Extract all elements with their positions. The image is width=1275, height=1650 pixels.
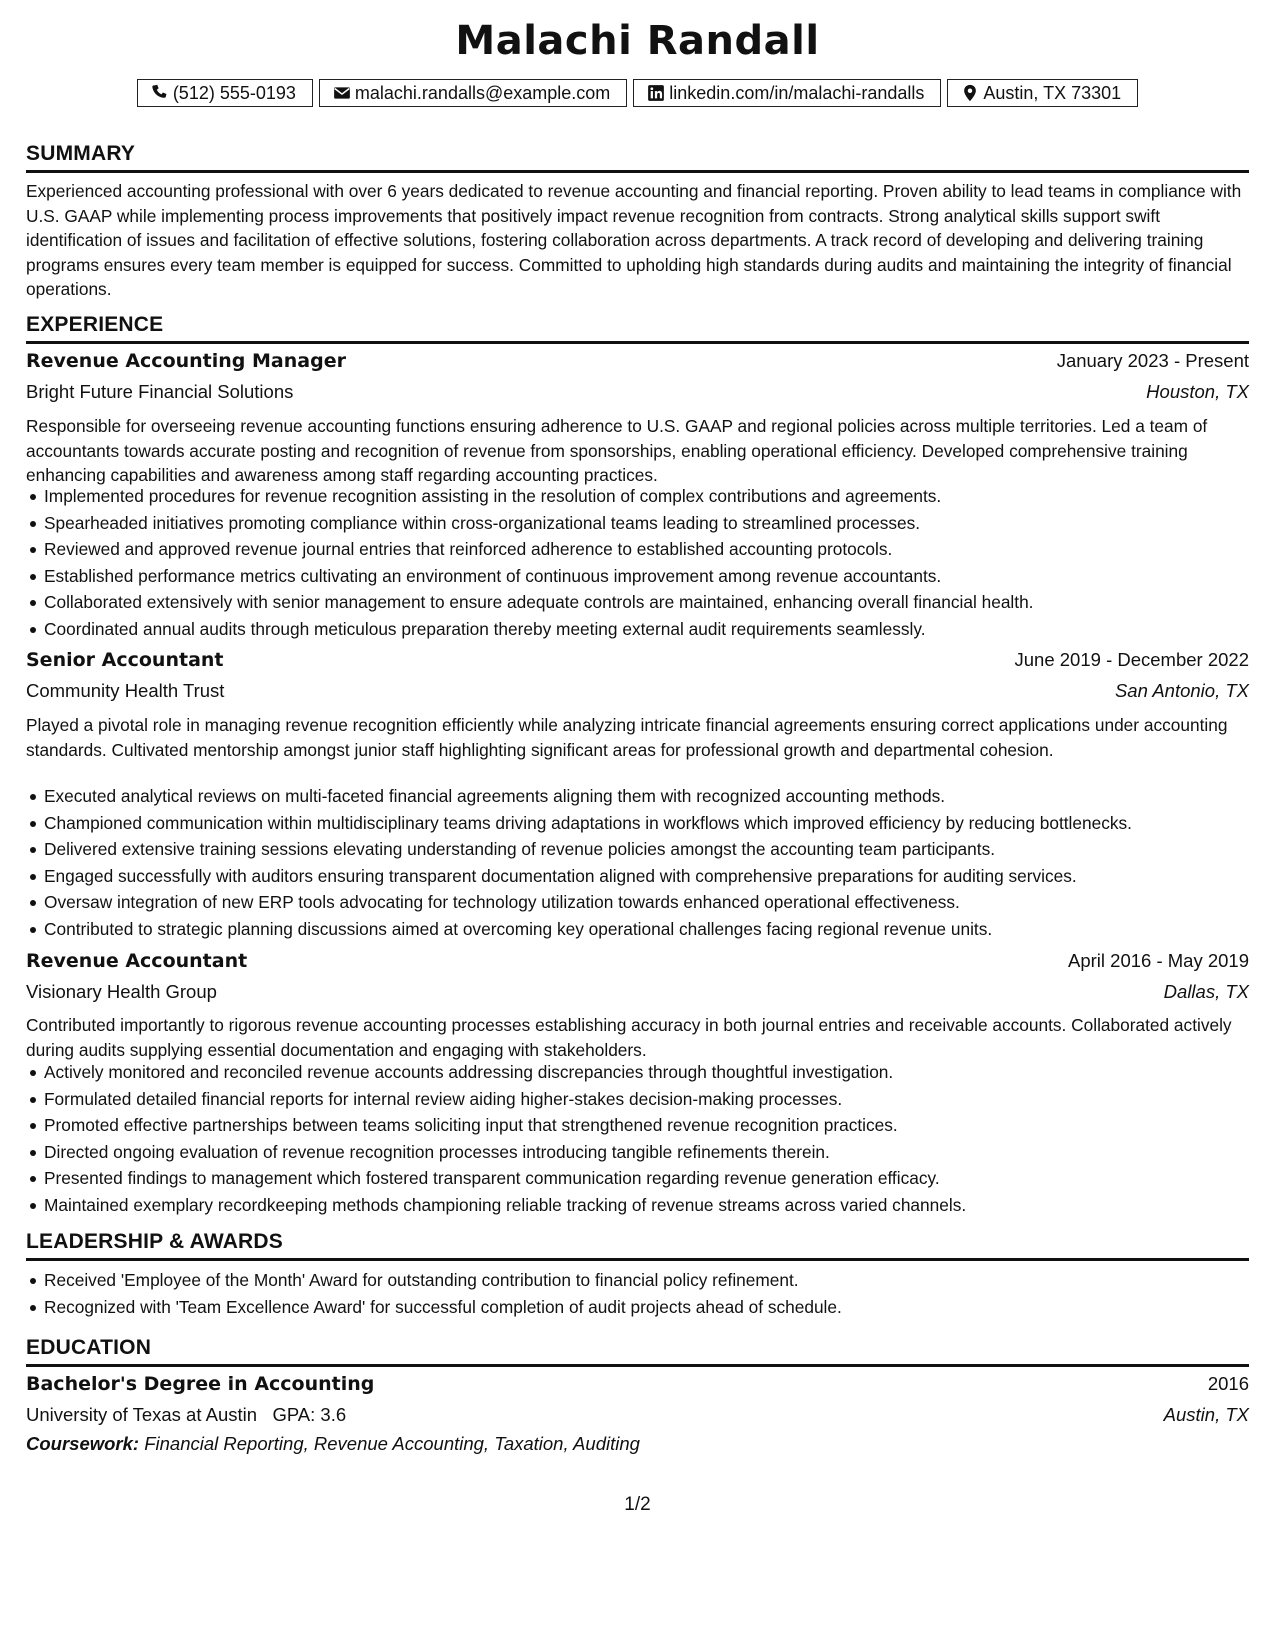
contact-linkedin-text: linkedin.com/in/malachi-randalls xyxy=(669,82,925,103)
list-item: Received 'Employee of the Month' Award for outstanding contribution to financial policy refinement. xyxy=(26,1267,1255,1294)
job-location: Houston, TX xyxy=(1146,381,1249,402)
job-company: Bright Future Financial Solutions xyxy=(26,381,294,402)
list-item: Coordinated annual audits through meticulous preparation thereby meeting external audit requirements seamlessly. xyxy=(26,616,1255,643)
candidate-name: Malachi Randall xyxy=(455,18,820,64)
summary-heading: SUMMARY xyxy=(26,142,1249,173)
job-description: Responsible for overseeing revenue accounting functions ensuring adherence to U.S. GAAP and regional policies across multiple territories. Led a team of accountants towards accurate posting and recognition of revenue from sponsorships, enabling operational efficiency. Developed comprehensive training enhancing capabilities and awareness among staff regarding accounting practices. xyxy=(26,416,1208,485)
contact-email-text: malachi.randalls@example.com xyxy=(354,82,611,103)
leadership-bullets xyxy=(26,1267,1255,1320)
job-description: Played a pivotal role in managing revenue recognition efficiently while analyzing intricate financial agreements ensuring correct applications under accounting standards. Cultivated mentorship amongst junior staff highlighting significant areas for professional growth and departmental cohesion. xyxy=(26,715,1228,760)
school-location: Austin, TX xyxy=(1163,1404,1249,1425)
list-item: Oversaw integration of new ERP tools advocating for technology utilization towards enhanced operational effectiveness. xyxy=(26,889,1255,916)
envelope-icon xyxy=(332,83,352,103)
job-dates: January 2023 - Present xyxy=(1056,350,1249,371)
job-subheader xyxy=(26,381,1249,403)
map-marker-icon xyxy=(960,83,980,103)
list-item: Recognized with 'Team Excellence Award' for successful completion of audit projects ahead of schedule. xyxy=(26,1294,1255,1321)
job-subheader xyxy=(26,981,1249,1003)
education-heading: EDUCATION xyxy=(26,1336,1249,1367)
coursework-label: Coursework: xyxy=(26,1433,140,1454)
contact-phone[interactable] xyxy=(137,79,313,107)
school-name: University of Texas at Austin xyxy=(26,1404,258,1425)
list-item: Formulated detailed financial reports for internal review aiding higher-stakes decision-making processes. xyxy=(26,1086,1255,1113)
education-header xyxy=(26,1373,1249,1395)
summary-text: Experienced accounting professional with over 6 years dedicated to revenue accounting and financial reporting. Proven ability to lead teams in compliance with U.S. GAAP while implementing process improvements that positively impact revenue recognition from contracts. Strong analytical skills support swift identification of issues and facilitation of effective solutions, fostering collaboration across departments. A track record of developing and delivering training programs ensures every team member is equipped for success. Committed to upholding high standards during audits and maintaining the integrity of financial operations. xyxy=(26,181,1242,299)
page-number: 1/2 xyxy=(624,1494,651,1515)
leadership-heading: LEADERSHIP & AWARDS xyxy=(26,1230,1249,1261)
list-item: Executed analytical reviews on multi-faceted financial agreements aligning them with recognized accounting methods. xyxy=(26,783,1255,810)
job-location: Dallas, TX xyxy=(1163,981,1249,1002)
linkedin-icon xyxy=(646,83,666,103)
contact-bar xyxy=(0,79,1275,107)
job-header xyxy=(26,649,1249,671)
list-item: Implemented procedures for revenue recognition assisting in the resolution of complex contributions and agreements. xyxy=(26,483,1255,510)
phone-icon xyxy=(150,83,170,103)
job-location: San Antonio, TX xyxy=(1114,680,1249,701)
list-item: Contributed to strategic planning discussions aimed at overcoming key operational challenges facing regional revenue units. xyxy=(26,916,1255,943)
job-bullets xyxy=(26,783,1255,942)
contact-linkedin[interactable] xyxy=(633,79,941,107)
job-dates: April 2016 - May 2019 xyxy=(1068,950,1249,971)
contact-email[interactable] xyxy=(319,79,627,107)
contact-phone-text: (512) 555-0193 xyxy=(172,82,296,103)
job-company: Community Health Trust xyxy=(26,680,225,701)
list-item: Delivered extensive training sessions elevating understanding of revenue policies amongst the accounting team participants. xyxy=(26,836,1255,863)
job-bullets xyxy=(26,1059,1255,1218)
coursework xyxy=(26,1433,640,1455)
school-line xyxy=(26,1404,346,1426)
job-company: Visionary Health Group xyxy=(26,981,217,1002)
job-header xyxy=(26,350,1249,372)
job-title: Revenue Accounting Manager xyxy=(26,350,346,372)
contact-location-text: Austin, TX 73301 xyxy=(983,82,1122,103)
list-item: Maintained exemplary recordkeeping methods championing reliable tracking of revenue streams across varied channels. xyxy=(26,1192,1255,1219)
list-item: Actively monitored and reconciled revenue accounts addressing discrepancies through thoughtful investigation. xyxy=(26,1059,1255,1086)
job-description: Contributed importantly to rigorous revenue accounting processes establishing accuracy in both journal entries and receivable accounts. Collaborated actively during audits supplying essential documentation and engaging with stakeholders. xyxy=(26,1015,1232,1060)
education-subheader xyxy=(26,1404,1249,1426)
job-title: Senior Accountant xyxy=(26,649,224,671)
list-item: Championed communication within multidisciplinary teams driving adaptations in workflows which improved efficiency by reducing bottlenecks. xyxy=(26,810,1255,837)
list-item: Collaborated extensively with senior management to ensure adequate controls are maintained, enhancing overall financial health. xyxy=(26,589,1255,616)
list-item: Established performance metrics cultivating an environment of continuous improvement among revenue accountants. xyxy=(26,563,1255,590)
degree: Bachelor's Degree in Accounting xyxy=(26,1373,375,1395)
contact-location[interactable] xyxy=(947,79,1138,107)
list-item: Reviewed and approved revenue journal entries that reinforced adherence to established accounting protocols. xyxy=(26,536,1255,563)
job-dates: June 2019 - December 2022 xyxy=(1014,649,1249,670)
job-title: Revenue Accountant xyxy=(26,950,248,972)
experience-heading: EXPERIENCE xyxy=(26,313,1249,344)
job-bullets xyxy=(26,483,1255,642)
gpa: GPA: 3.6 xyxy=(272,1404,347,1425)
coursework-list: Financial Reporting, Revenue Accounting, Taxation, Auditing xyxy=(144,1433,640,1454)
graduation-year: 2016 xyxy=(1207,1373,1249,1394)
list-item: Spearheaded initiatives promoting compliance within cross-organizational teams leading to streamlined processes. xyxy=(26,510,1255,537)
list-item: Engaged successfully with auditors ensuring transparent documentation aligned with comprehensive preparations for auditing services. xyxy=(26,863,1255,890)
list-item: Directed ongoing evaluation of revenue recognition processes introducing tangible refinements therein. xyxy=(26,1139,1255,1166)
job-header xyxy=(26,950,1249,972)
job-subheader xyxy=(26,680,1249,702)
list-item: Promoted effective partnerships between teams soliciting input that strengthened revenue recognition practices. xyxy=(26,1112,1255,1139)
list-item: Presented findings to management which fostered transparent communication regarding revenue generation efficacy. xyxy=(26,1165,1255,1192)
